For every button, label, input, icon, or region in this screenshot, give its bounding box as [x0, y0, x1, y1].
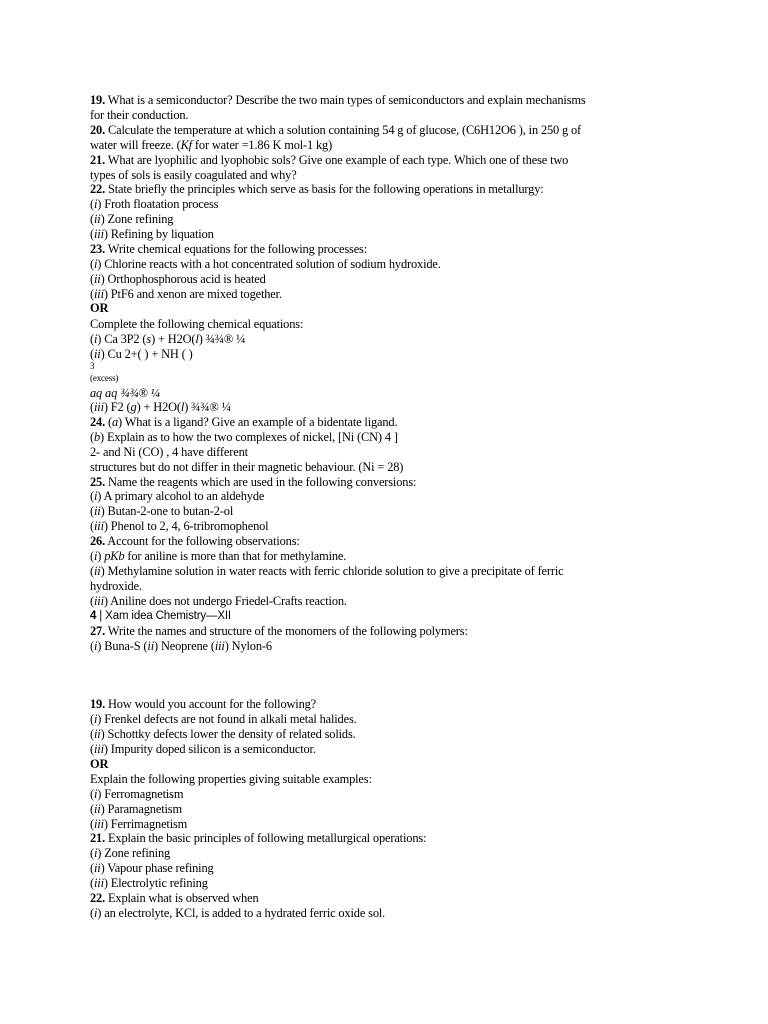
or-heading: OR: [90, 301, 109, 315]
magnetism-item: (ii) Paramagnetism: [90, 802, 182, 816]
question-19-b-item: (i) Frenkel defects are not found in alkali metal halides.: [90, 712, 357, 726]
equation-1: (i) Ca 3P2 (s) + H2O(l) ¾¾® ¼: [90, 332, 246, 346]
question-23: 23. Write chemical equations for the following processes:: [90, 242, 368, 256]
question-26-item: (iii) Aniline does not undergo Friedel-Crafts reaction.: [90, 594, 347, 608]
equation-3: (iii) F2 (g) + H2O(l) ¾¾® ¼: [90, 400, 231, 414]
equation-2-excess: (excess): [90, 373, 119, 383]
question-19-b: 19. How would you account for the following?: [90, 697, 317, 711]
question-27-items: (i) Buna-S (ii) Neoprene (iii) Nylon-6: [90, 639, 272, 653]
question-24b-cont: 2- and Ni (CO) , 4 have different: [90, 445, 248, 459]
question-21-b-item: (i) Zone refining: [90, 846, 171, 860]
question-22-b-item: (i) an electrolyte, KCl, is added to a hydrated ferric oxide sol.: [90, 906, 386, 920]
question-23-item: (iii) PtF6 and xenon are mixed together.: [90, 287, 282, 301]
question-21-b: 21. Explain the basic principles of following metallurgical operations:: [90, 831, 427, 845]
page-footer: 4 | Xam idea Chemistry—XII: [90, 610, 231, 622]
question-25-item: (i) A primary alcohol to an aldehyde: [90, 489, 265, 503]
or-heading: OR: [90, 757, 109, 771]
magnetism-item: (i) Ferromagnetism: [90, 787, 184, 801]
equation-2-states: aq aq ¾¾® ¼: [90, 386, 160, 400]
question-21: 21. What are lyophilic and lyophobic sols? Give one example of each type. Which one of these two: [90, 153, 569, 167]
question-19-b-item: (ii) Schottky defects lower the density of related solids.: [90, 727, 356, 741]
question-22-item: (i) Froth floatation process: [90, 197, 219, 211]
question-19-cont: for their conduction.: [90, 108, 189, 122]
equation-2: (ii) Cu 2+( ) + NH ( ): [90, 347, 193, 361]
question-22-item: (ii) Zone refining: [90, 212, 174, 226]
question-21-b-item: (iii) Electrolytic refining: [90, 876, 208, 890]
question-26-item: (i) pKb for aniline is more than that for methylamine.: [90, 549, 347, 563]
question-22: 22. State briefly the principles which serve as basis for the following operations in metallurgy:: [90, 182, 544, 196]
question-26: 26. Account for the following observations:: [90, 534, 300, 548]
equation-2-subscript: 3: [90, 361, 95, 371]
question-26-item-cont: hydroxide.: [90, 579, 142, 593]
question-20-cont: water will freeze. (Kf for water =1.86 K mol-1 kg): [90, 138, 333, 152]
question-24b: (b) Explain as to how the two complexes of nickel, [Ni (CN) 4 ]: [90, 430, 398, 444]
question-21-cont: types of sols is easily coagulated and why?: [90, 168, 297, 182]
question-22-b: 22. Explain what is observed when: [90, 891, 259, 905]
question-19-b-item: (iii) Impurity doped silicon is a semiconductor.: [90, 742, 316, 756]
magnetism-item: (iii) Ferrimagnetism: [90, 817, 188, 831]
question-19: 19. What is a semiconductor? Describe the two main types of semiconductors and explain mechanisms: [90, 93, 586, 107]
question-24b-cont2: structures but do not differ in their magnetic behaviour. (Ni = 28): [90, 460, 404, 474]
question-22-item: (iii) Refining by liquation: [90, 227, 214, 241]
question-25: 25. Name the reagents which are used in the following conversions:: [90, 475, 417, 489]
complete-equations: Complete the following chemical equations:: [90, 317, 304, 331]
question-20: 20. Calculate the temperature at which a solution containing 54 g of glucose, (C6H12O6 ), in 250 g of: [90, 123, 582, 137]
question-25-item: (ii) Butan-2-one to butan-2-ol: [90, 504, 234, 518]
question-23-item: (i) Chlorine reacts with a hot concentrated solution of sodium hydroxide.: [90, 257, 441, 271]
explain-properties: Explain the following properties giving suitable examples:: [90, 772, 372, 786]
question-23-item: (ii) Orthophosphorous acid is heated: [90, 272, 266, 286]
question-26-item: (ii) Methylamine solution in water reacts with ferric chloride solution to give a precipitate of ferric: [90, 564, 564, 578]
question-24: 24. (a) What is a ligand? Give an example of a bidentate ligand.: [90, 415, 398, 429]
question-25-item: (iii) Phenol to 2, 4, 6-tribromophenol: [90, 519, 269, 533]
question-21-b-item: (ii) Vapour phase refining: [90, 861, 214, 875]
question-27: 27. Write the names and structure of the monomers of the following polymers:: [90, 624, 468, 638]
